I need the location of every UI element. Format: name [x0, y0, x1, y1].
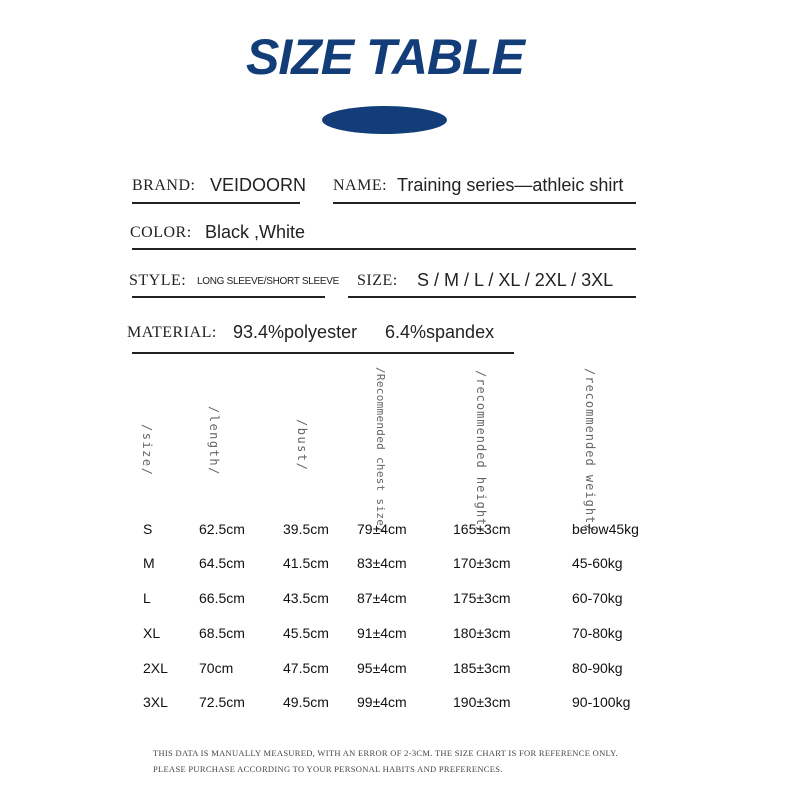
table-cell: 60-70kg: [572, 590, 623, 606]
table-cell: 95±4cm: [357, 660, 407, 676]
table-cell: 70-80kg: [572, 625, 623, 641]
table-cell: 91±4cm: [357, 625, 407, 641]
style-value: LONG SLEEVE/SHORT SLEEVE: [197, 276, 339, 287]
table-cell: 170±3cm: [453, 555, 511, 571]
table-cell: 190±3cm: [453, 694, 511, 710]
brand-label: BRAND:: [132, 177, 196, 194]
header-weight: /recommended weight/: [583, 368, 597, 533]
table-cell: 2XL: [143, 660, 168, 676]
material-value-1: 93.4%polyester: [233, 322, 358, 342]
material-label: MATERIAL:: [127, 324, 217, 341]
header-height: /recommended height/: [474, 370, 488, 535]
table-cell: 180±3cm: [453, 625, 511, 641]
divider: [132, 202, 300, 204]
table-cell: 45-60kg: [572, 555, 623, 571]
table-cell: 83±4cm: [357, 555, 407, 571]
divider: [333, 202, 636, 204]
table-cell: 39.5cm: [283, 521, 329, 537]
table-cell: 68.5cm: [199, 625, 245, 641]
table-cell: 90-100kg: [572, 694, 631, 710]
color-value: Black ,White: [205, 222, 306, 242]
header-length: /length/: [207, 406, 221, 476]
divider: [348, 296, 636, 298]
table-cell: 47.5cm: [283, 660, 329, 676]
table-cell: 66.5cm: [199, 590, 245, 606]
name-label: NAME:: [333, 177, 388, 194]
table-cell: M: [143, 555, 155, 571]
table-cell: L: [143, 590, 151, 606]
size-label: SIZE:: [357, 272, 398, 289]
header-size: /size/: [140, 424, 154, 477]
table-cell: 62.5cm: [199, 521, 245, 537]
table-cell: 87±4cm: [357, 590, 407, 606]
table-cell: XL: [143, 625, 161, 641]
divider: [132, 296, 325, 298]
divider: [132, 248, 636, 250]
style-label: STYLE:: [129, 272, 187, 289]
disclaimer: [153, 745, 618, 777]
table-cell: 79±4cm: [357, 521, 407, 537]
table-cell: 45.5cm: [283, 625, 329, 641]
decorative-pill: [322, 106, 447, 134]
table-cell: 41.5cm: [283, 555, 329, 571]
name-value: Training series—athleic shirt: [397, 175, 624, 195]
table-cell: 80-90kg: [572, 660, 623, 676]
size-value: S / M / L / XL / 2XL / 3XL: [417, 270, 614, 290]
color-label: COLOR:: [130, 224, 192, 241]
table-cell: 64.5cm: [199, 555, 245, 571]
table-cell: 43.5cm: [283, 590, 329, 606]
disclaimer-line: PLEASE PURCHASE ACCORDING TO YOUR PERSONAL HABITS AND PREFERENCES.: [153, 764, 503, 774]
table-cell: 72.5cm: [199, 694, 245, 710]
divider: [132, 352, 514, 354]
table-cell: 165±3cm: [453, 521, 511, 537]
disclaimer-line: THIS DATA IS MANUALLY MEASURED, WITH AN ERROR OF 2-3CM. THE SIZE CHART IS FOR REFERENCE ONLY.: [153, 748, 618, 758]
table-cell: S: [143, 521, 153, 537]
header-bust: /bust/: [295, 419, 309, 472]
brand-value: VEIDOORN: [210, 175, 307, 195]
table-cell: 3XL: [143, 694, 168, 710]
table-cell: 49.5cm: [283, 694, 329, 710]
table-cell: below45kg: [572, 521, 639, 537]
page-title: SIZE TABLE: [246, 29, 524, 85]
table-cell: 99±4cm: [357, 694, 407, 710]
table-cell: 70cm: [199, 660, 234, 676]
table-cell: 185±3cm: [453, 660, 511, 676]
header-chest: /Recommended chest size/: [374, 367, 387, 534]
table-cell: 175±3cm: [453, 590, 511, 606]
material-value-2: 6.4%spandex: [385, 322, 495, 342]
